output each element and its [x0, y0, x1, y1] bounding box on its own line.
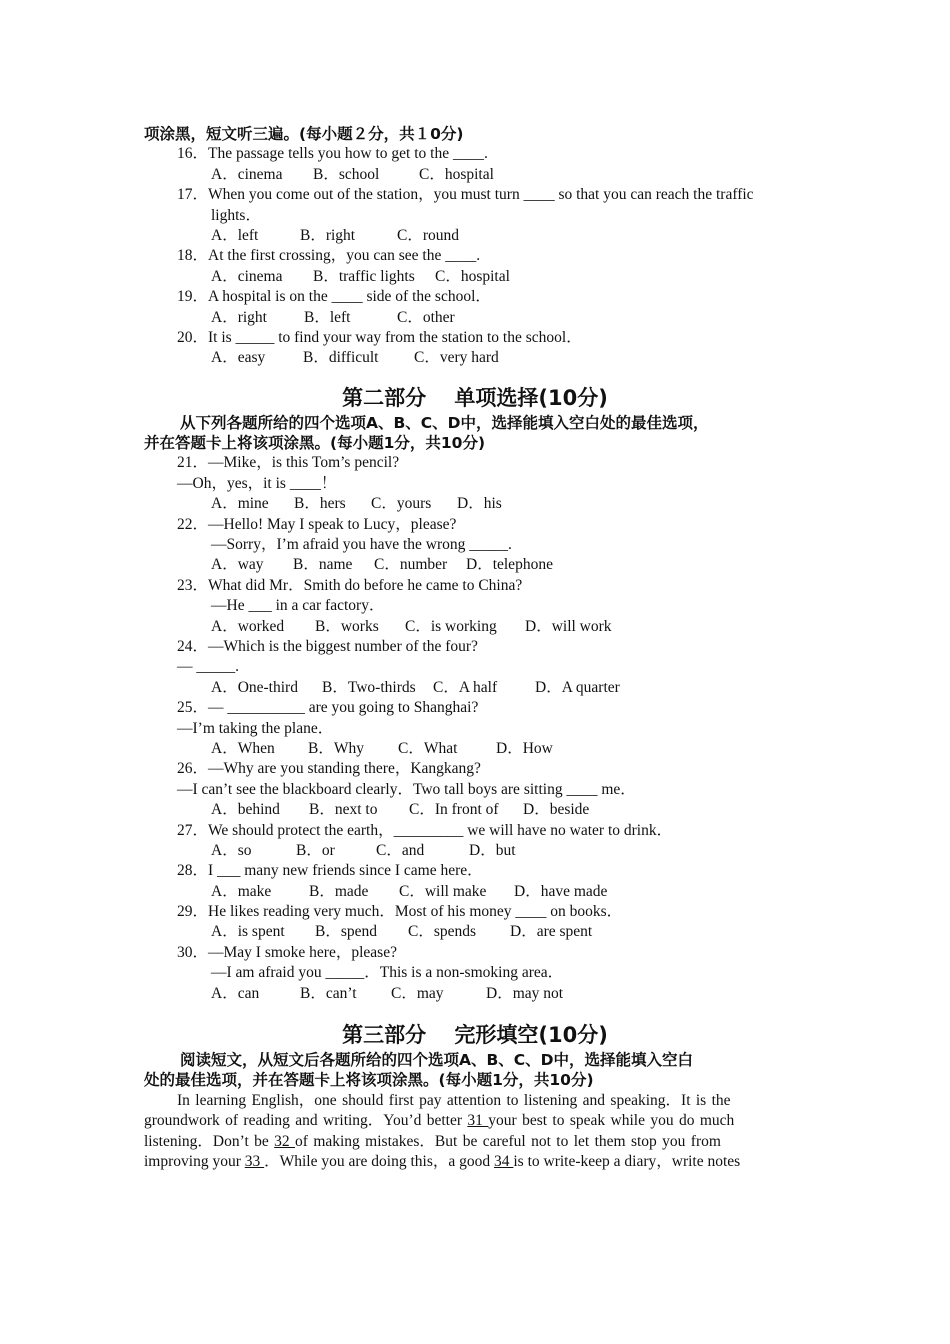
question-24-answer-line: — _____.: [177, 658, 239, 676]
question-17-options: A．left B．right C．round: [211, 226, 460, 244]
question-23-answer-line: —He ___ in a car factory．: [211, 597, 385, 615]
question-26: 26．—Why are you standing there，Kangkang?: [177, 760, 481, 778]
part3-instruction-line1: 阅读短文，从短文后各题所给的四个选项A、B、C、D中，选择能填入空白: [180, 1051, 694, 1070]
question-26-answer-line: —I can’t see the blackboard clearly．Two tall boys are sitting ____ me．: [177, 780, 636, 798]
question-28: 28．I ___ many new friends since I came here．: [177, 862, 483, 880]
question-30: 30．—May I smoke here，please?: [177, 943, 397, 961]
question-21: 21．—Mike，is this Tom’s pencil?: [177, 454, 400, 472]
question-29-options: A．is spent B．spend C．spends D．are spent: [211, 923, 593, 941]
question-21-answer-line: —Oh，yes，it is ____！: [177, 474, 337, 492]
part3-instruction-line2: 处的最佳选项，并在答题卡上将该项涂黑。(每小题1分，共10分): [144, 1071, 594, 1090]
passage-line-3: listening．Don’t be 32 of making mistakes．But be careful not to let them stop you from: [144, 1132, 721, 1150]
blank-34: 34: [494, 1152, 514, 1170]
blank-32: 32: [274, 1132, 296, 1150]
question-19-options: A．right B．left C．other: [211, 308, 455, 326]
question-17-continued: lights．: [211, 206, 261, 224]
question-18: 18．At the first crossing，you can see the ____.: [177, 247, 481, 265]
question-16-options: A．cinema B．school C．hospital: [211, 165, 494, 183]
question-27-options: A．so B．or C．and D．but: [211, 841, 516, 859]
question-20-options: A．easy B．difficult C．very hard: [211, 349, 499, 367]
question-25: 25．— __________ are you going to Shanghai?: [177, 699, 479, 717]
question-27: 27．We should protect the earth，_________ we will have no water to drink．: [177, 821, 673, 839]
question-23-options: A．worked B．works C．is working D．will work: [211, 617, 612, 635]
question-30-options: A．can B．can’t C．may D．may not: [211, 984, 564, 1002]
part1-instruction: 项涂黑，短文听三遍。(每小题２分，共１0分): [144, 125, 464, 143]
part2-instruction-line1: 从下列各题所给的四个选项A、B、C、D中，选择能填入空白处的最佳选项，: [180, 413, 709, 432]
passage-line-1: In learning English，one should first pay attention to listening and speaking．It is the: [177, 1091, 731, 1109]
question-18-options: A．cinema B．traffic lights C．hospital: [211, 267, 510, 285]
question-19: 19．A hospital is on the ____ side of the school．: [177, 288, 491, 306]
exam-page: [144, 124, 806, 1172]
part2-instruction-line2: 并在答题卡上将该项涂黑。(每小题1分，共10分): [144, 434, 486, 453]
question-24: 24．—Which is the biggest number of the four?: [177, 637, 478, 655]
passage-line-2: groundwork of reading and writing．You’d better 31 your best to speak while you do much: [144, 1112, 735, 1130]
question-21-options: A．mine B．hers C．yours D．his: [211, 495, 502, 513]
question-22-options: A．way B．name C．number D．telephone: [211, 556, 553, 574]
question-30-answer-line: —I am afraid you _____．This is a non-smoking area．: [211, 964, 564, 982]
question-25-options: A．When B．Why C．What D．How: [211, 739, 553, 757]
passage-line-4: improving your 33 ．While you are doing this，a good 34 is to write-keep a diary，write notes: [144, 1152, 741, 1170]
part3-title: 第三部分 完形填空(10分): [342, 1023, 608, 1048]
question-16: 16．The passage tells you how to get to the ____.: [177, 145, 488, 163]
question-20: 20．It is _____ to find your way from the station to the school．: [177, 328, 582, 346]
question-24-options: A．One-third B．Two-thirds C．A half D．A quarter: [211, 678, 620, 696]
question-23: 23．What did Mr．Smith do before he came to China?: [177, 576, 523, 594]
question-29: 29．He likes reading very much．Most of his money ____ on books．: [177, 903, 623, 921]
blank-33: 33: [244, 1152, 265, 1170]
question-22-answer-line: —Sorry，I’m afraid you have the wrong _____.: [211, 536, 512, 554]
part2-title: 第二部分 单项选择(10分): [342, 385, 608, 410]
question-17: 17．When you come out of the station，you must turn ____ so that you can reach the traffic: [177, 186, 754, 204]
question-28-options: A．make B．made C．will make D．have made: [211, 882, 608, 900]
blank-31: 31: [467, 1112, 489, 1130]
question-22: 22．—Hello! May I speak to Lucy，please?: [177, 515, 457, 533]
question-26-options: A．behind B．next to C．In front of D．beside: [211, 801, 590, 819]
cloze-passage: [144, 1091, 806, 1173]
question-25-answer-line: —I’m taking the plane．: [177, 719, 334, 737]
